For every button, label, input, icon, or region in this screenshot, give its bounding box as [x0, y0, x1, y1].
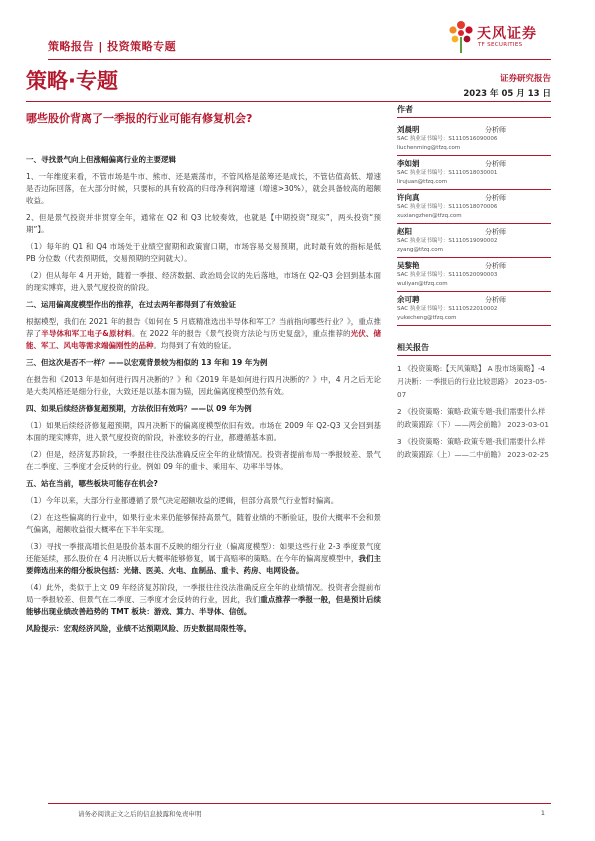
section-heading: 一、寻找景气向上但涨幅偏离行业的主要逻辑: [26, 155, 176, 164]
paragraph: （2）但是，经济复苏阶段，一季报往往没法准确反应全年的业绩情况。投资者提前布局一季报较差、景气在二季度、三季度才会反转的行业。例如 09 年的重卡、乘用车、功率半导体。: [26, 450, 381, 471]
author-license: SAC 执业证书编号：S1110522010002: [397, 306, 498, 312]
author-card: [397, 192, 551, 224]
paragraph: 2、但是景气投资并非贯穿全年，通常在 Q2 和 Q3 比较奏效，也就是【中期投资“现实”，两头投资“预期”】。: [26, 213, 381, 234]
paragraph: [26, 582, 381, 618]
paragraph: （1）每年的 Q1 和 Q4 市场处于业绩空窗期和政策窗口期，市场容易交易预期，此时最有效的指标是低 PB 分位数（代表预期低，交易预期的空间就大）。: [26, 242, 381, 263]
author-license: SAC 执业证书编号：S1110520090003: [397, 272, 498, 278]
author-card: [397, 124, 551, 156]
paragraph: [26, 316, 381, 352]
bold-text: 重点推荐一季报一般，但是预计后续能够出现业绩改善趋势的 TMT 板块：游戏、算力、半导体、信创。: [26, 595, 382, 616]
report-type-label: 证券研究报告: [499, 74, 551, 84]
authors-heading: 作者: [397, 104, 551, 118]
paragraph: （2）但从每年 4 月开始，随着一季报、经济数据、政治局会议的先后落地，市场在 Q2-Q3 会回到基本面的现实博弈，进入景气度投资的阶段。: [26, 271, 381, 292]
author-card: [397, 294, 551, 326]
author-name: 余可聘: [397, 295, 420, 304]
paragraph: （1）如果后续经济修复超预期，四月决断下的偏离度模型依旧有效。市场在 2009 年 Q2-Q3 又会回到基本面的现实博弈，进入景气度投资的阶段，补涨较多的行业，都遵循基本面。: [26, 421, 381, 442]
author-role: 分析师: [485, 296, 506, 304]
author-role: 分析师: [485, 160, 506, 168]
author-email: xuxiangzhen@tfzq.com: [397, 213, 462, 219]
author-card: [397, 260, 551, 292]
author-role: 分析师: [485, 262, 506, 270]
author-role: 分析师: [485, 194, 506, 202]
related-title: 3 《投资策略：策略·政策专题-我们需要什么样的政策跟踪（上）——二中前瞻》: [397, 437, 546, 459]
author-name: 许向真: [397, 193, 420, 202]
highlight-text: 半导体和军工电子&原材料: [41, 329, 132, 338]
author-card: [397, 226, 551, 258]
related-date: 2023-02-25: [507, 450, 549, 459]
risk-paragraph: [26, 623, 381, 635]
related-title: 1 《投资策略:【天风策略】 A 股市场策略】-4 月决断：一季报后的行业比较思路》: [397, 364, 546, 386]
related-report-link[interactable]: [397, 405, 551, 431]
section-heading: 二、运用偏离度模型作出的推荐，在过去两年都得到了有效验证: [26, 300, 236, 309]
author-role: 分析师: [485, 228, 506, 236]
author-email: zyang@tfzq.com: [397, 247, 443, 253]
text-run: 。在 2022 年的报告《景气投资方法论与历史复盘》，重点推荐的: [131, 329, 351, 338]
related-title: 2 《投资策略：策略·政策专题-我们需要什么样的政策跟踪（下）——两会前瞻》: [397, 407, 546, 429]
text-run: （3）寻找一季报高增长但是股价基本面不反映的细分行业（偏离度模型）：如果这些行业 2-3 季度景气度还能延续，那么股价在 4 月决断以后大概率能够修复，属于高赔率的策略。在今年的偏离度模型中，: [26, 542, 381, 563]
paragraph: （1）今年以来，大部分行业都遵循了景气决定超额收益的逻辑，但部分高景气行业暂时偏离。: [26, 496, 339, 505]
section-heading: 五、站在当前，哪些板块可能存在机会?: [26, 479, 158, 488]
related-heading: 相关报告: [397, 342, 551, 356]
text-run: 。均得到了有效的验证。: [153, 341, 236, 350]
text-run: 根据模型，我们在 2021 年的报告《如何在 5 月底精准选出半导体和军工？当前指向哪些行业？》，重点推荐了: [26, 317, 381, 338]
author-email: yukecheng@tfzq.com: [397, 315, 457, 321]
report-category: 策略报告 | 投资策略专题: [48, 40, 177, 53]
section-heading: 四、如果后续经济修复超预期，方法依旧有效吗？——以 09 年为例: [26, 404, 252, 413]
page-title: 策略·专题: [26, 69, 118, 93]
author-name: 吴黎艳: [397, 261, 420, 270]
paragraph: [26, 541, 381, 577]
author-card: [397, 158, 551, 190]
page-number: 1: [540, 809, 545, 817]
section-heading: 三、但这次是否不一样？——以宏观背景较为相似的 13 年和 19 年为例: [26, 358, 268, 367]
author-email: wuliyan@tfzq.com: [397, 281, 448, 287]
author-license: SAC 执业证书编号：S1110519090002: [397, 238, 498, 244]
author-license: SAC 执业证书编号：S1110518070006: [397, 204, 498, 210]
related-report-link[interactable]: [397, 362, 551, 401]
title-rule: [26, 101, 551, 102]
bold-text: 我们主要筛选出来的细分板块包括：光储、医美、火电、血制品、重卡、药房、电网设备。: [26, 554, 382, 575]
author-name: 李如娟: [397, 159, 420, 168]
author-role: 分析师: [485, 126, 506, 134]
header-rule: [48, 59, 551, 60]
paragraph: 1、一年维度来看，不管市场是牛市、熊市、还是震荡市，不管风格是蓝筹还是成长，不管估值高低、增速是否边际回落，在大部分时候，只要标的具有较高的归母净利润增速（增速>30%），就会具备较高的超额收益。: [26, 172, 381, 205]
report-subtitle: 哪些股价背离了一季报的行业可能有修复机会?: [26, 112, 253, 125]
text-run: （4）此外，类似于上文 09 年经济复苏阶段，一季报往往没法准确反应全年的业绩情况。投资者会提前布局一季报较差、但景气在二季度、三季度才会反转的行业，因此，我们: [26, 583, 381, 604]
company-logo: [447, 19, 551, 59]
report-date: 2023 年 05 月 13 日: [463, 89, 551, 99]
logo-name: 天风证券: [477, 26, 537, 42]
risk-text: 宏观经济风险，业绩不达预期风险、历史数据局限性等。: [63, 624, 251, 633]
sidebar: [397, 104, 551, 465]
paragraph: 在报告和《2013 年是如何进行四月决断的？》和《2019 年是如何进行四月决断的？》中，4 月之后无论是大类风格还是细分行业，大致还是以基本面为锚，因此偏离度模型仍然有效。: [26, 375, 381, 396]
author-license: SAC 执业证书编号：S1110516090006: [397, 136, 498, 142]
related-date: 2023-05-07: [397, 377, 547, 399]
footer-rule: [48, 803, 551, 804]
risk-label: 风险提示：: [26, 624, 64, 633]
main-body: [26, 150, 381, 640]
flower-logo-icon: [447, 19, 475, 55]
author-name: 赵阳: [397, 227, 412, 236]
related-reports: [397, 342, 551, 461]
author-name: 刘晨明: [397, 125, 420, 134]
related-date: 2023-03-01: [507, 420, 549, 429]
author-email: lirujuan@tfzq.com: [397, 179, 448, 185]
footer-disclaimer: 请务必阅读正文之后的信息披露和免责申明: [78, 810, 202, 818]
highlight-text: 光伏、储能、军工、风电等需求端偏刚性的品种: [26, 329, 382, 350]
logo-subtitle: TF SECURITIES: [478, 42, 523, 48]
author-email: liuchenming@tfzq.com: [397, 145, 461, 151]
paragraph: （2）在这些偏离的行业中，如果行业未来仍能够保持高景气，随着业绩的不断验证，股价大概率不会和景气偏离，超额收益很大概率在下半年实现。: [26, 513, 381, 534]
related-report-link[interactable]: [397, 435, 551, 461]
author-license: SAC 执业证书编号：S1110518030001: [397, 170, 498, 176]
